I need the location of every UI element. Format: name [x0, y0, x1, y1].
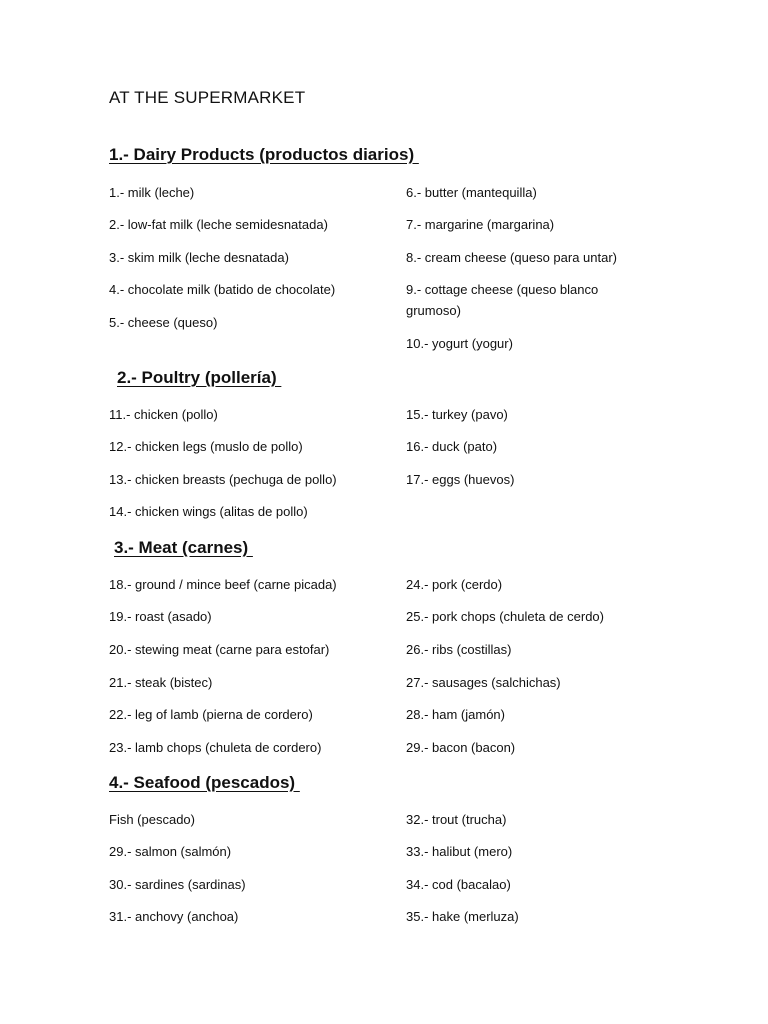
list-item: 35.- hake (merluza) — [406, 909, 519, 924]
section-heading-meat: 3.- Meat (carnes) — [114, 538, 253, 557]
list-item: 5.- cheese (queso) — [109, 315, 218, 330]
list-item: 8.- cream cheese (queso para untar) — [406, 250, 617, 265]
page-title: AT THE SUPERMARKET — [109, 88, 306, 107]
list-item: 29.- salmon (salmón) — [109, 844, 232, 859]
list-item: 6.- butter (mantequilla) — [406, 185, 537, 200]
list-item: 4.- chocolate milk (batido de chocolate) — [109, 282, 336, 297]
list-item: Fish (pescado) — [109, 812, 195, 827]
list-item: 32.- trout (trucha) — [406, 812, 507, 827]
list-item: 1.- milk (leche) — [109, 185, 195, 200]
list-item: 25.- pork chops (chuleta de cerdo) — [406, 609, 604, 624]
list-item: 34.- cod (bacalao) — [406, 877, 511, 892]
list-item: 17.- eggs (huevos) — [406, 472, 515, 487]
list-item: 29.- bacon (bacon) — [406, 740, 516, 755]
list-item: 11.- chicken (pollo) — [109, 407, 218, 422]
list-item: 33.- halibut (mero) — [406, 844, 513, 859]
list-item: 9.- cottage cheese (queso blanco grumoso) — [406, 282, 599, 318]
section-heading-dairy: 1.- Dairy Products (productos diarios) — [109, 145, 419, 164]
list-item: 30.- sardines (sardinas) — [109, 877, 246, 892]
list-item: 27.- sausages (salchichas) — [406, 675, 561, 690]
list-item: 12.- chicken legs (muslo de pollo) — [109, 439, 303, 454]
list-item: 26.- ribs (costillas) — [406, 642, 512, 657]
list-item: 15.- turkey (pavo) — [406, 407, 508, 422]
list-item: 14.- chicken wings (alitas de pollo) — [109, 504, 308, 519]
list-item: 13.- chicken breasts (pechuga de pollo) — [109, 472, 337, 487]
section-heading-poultry: 2.- Poultry (pollería) — [117, 368, 282, 387]
list-item: 24.- pork (cerdo) — [406, 577, 503, 592]
list-item: 23.- lamb chops (chuleta de cordero) — [109, 740, 322, 755]
list-item: 31.- anchovy (anchoa) — [109, 909, 239, 924]
list-item: 28.- ham (jamón) — [406, 707, 505, 722]
list-item: 7.- margarine (margarina) — [406, 217, 555, 232]
list-item: 20.- stewing meat (carne para estofar) — [109, 642, 330, 657]
section-heading-seafood: 4.- Seafood (pescados) — [109, 773, 300, 792]
list-item: 22.- leg of lamb (pierna de cordero) — [109, 707, 313, 722]
list-item: 10.- yogurt (yogur) — [406, 336, 513, 351]
list-item: 2.- low-fat milk (leche semidesnatada) — [109, 217, 328, 232]
list-item: 21.- steak (bistec) — [109, 675, 213, 690]
list-item: 19.- roast (asado) — [109, 609, 212, 624]
list-item: 18.- ground / mince beef (carne picada) — [109, 577, 337, 592]
list-item: 16.- duck (pato) — [406, 439, 498, 454]
list-item: 3.- skim milk (leche desnatada) — [109, 250, 289, 265]
